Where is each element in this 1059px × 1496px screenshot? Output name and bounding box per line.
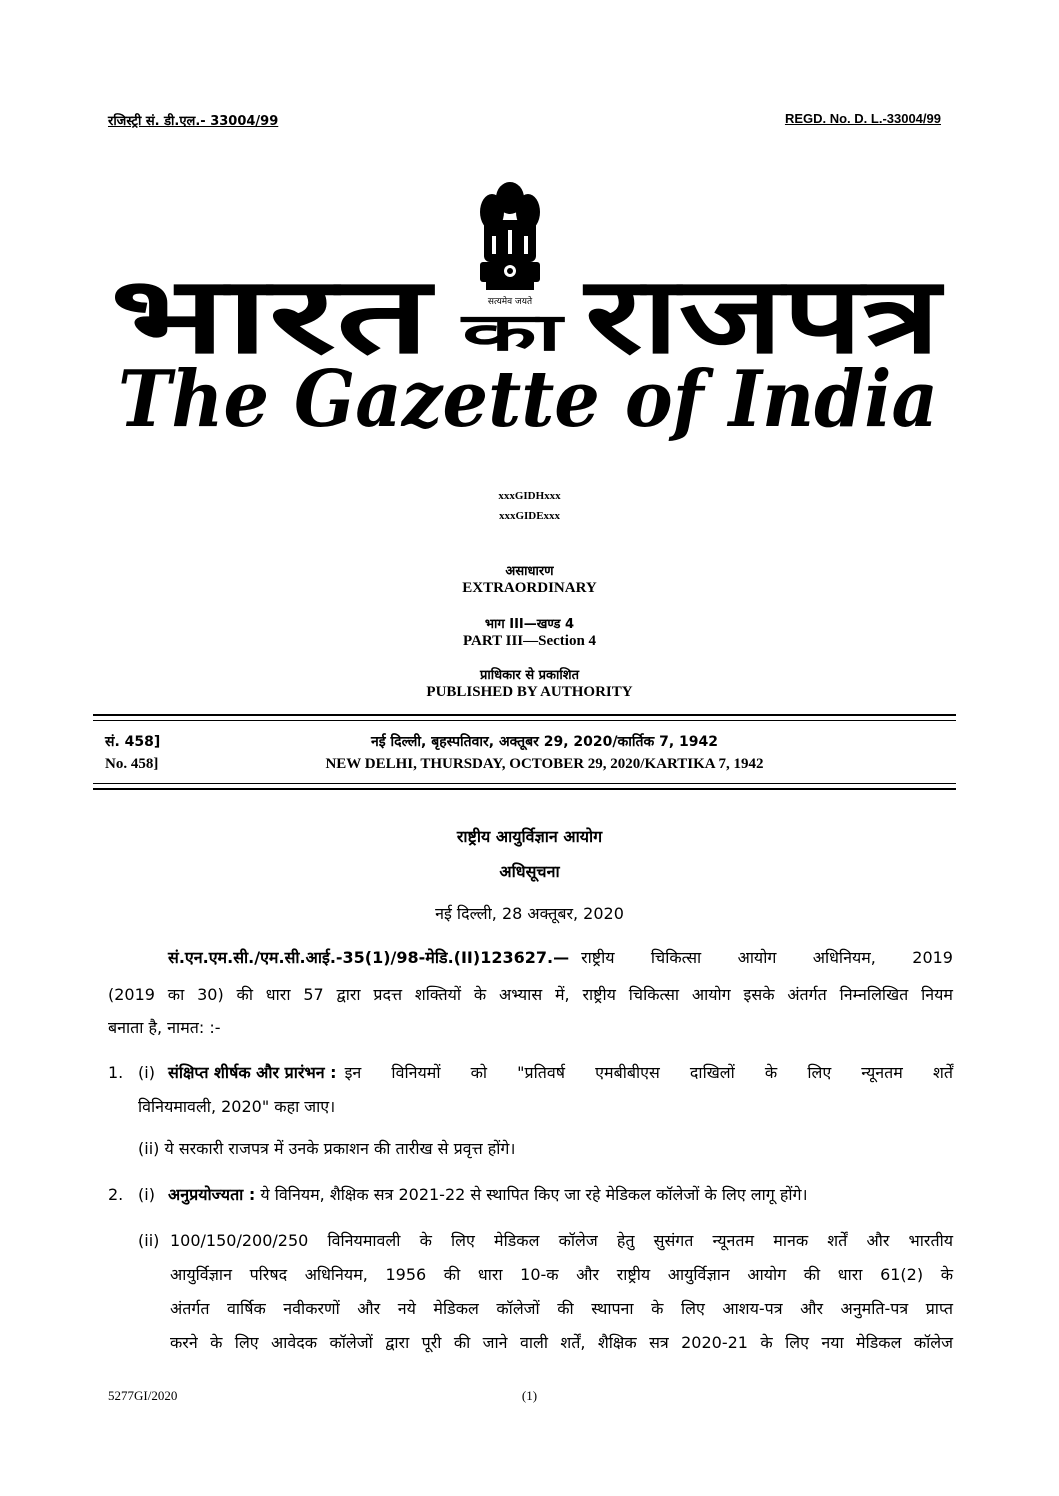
code-hindi: xxxGIDHxxx bbox=[498, 490, 561, 502]
part-hindi: भाग III—खण्ड 4 bbox=[484, 617, 575, 632]
masthead-hindi-left: भारत bbox=[110, 262, 436, 372]
item-1-line-2: विनियमावली, 2020" कहा जाए। bbox=[138, 1097, 336, 1116]
masthead-english bbox=[100, 360, 960, 445]
organisation-name: राष्ट्रीय आयुर्विज्ञान आयोग bbox=[456, 827, 603, 846]
item-1-number: 1. bbox=[108, 1063, 124, 1082]
notification-reference: सं.एन.एम.सी./एम.सी.आई.-35(1)/98-मेडि.(II)123627.— bbox=[168, 948, 570, 967]
notification-place-date: नई दिल्ली, 28 अक्तूबर, 2020 bbox=[435, 904, 624, 923]
emblem-motto: सत्यमेव जयते bbox=[487, 297, 533, 307]
code-english: xxxGIDExxx bbox=[498, 510, 561, 522]
item-1-heading: संक्षिप्त शीर्षक और प्रारंभन : bbox=[168, 1063, 337, 1082]
item-2-line-1 bbox=[168, 1180, 808, 1210]
issue-number-english: No. 458] bbox=[105, 756, 159, 772]
masthead-english-title: The Gazette of India bbox=[118, 360, 938, 445]
intro-line-2: (2019 का 30) की धारा 57 द्वारा प्रदत्त शक्तियों के अभ्यास में, राष्ट्रीय चिकित्सा आयोग इसके अंतर्गत निम्नलिखित नियम bbox=[108, 985, 953, 1004]
divider-bottom-thick bbox=[93, 788, 956, 790]
page-number: (1) bbox=[521, 1388, 538, 1403]
item-2-ii-line-4: करने के लिए आवेदक कॉलेजों द्वारा पूरी की जाने वाली शर्तें, शैक्षिक सत्र 2020-21 के लिए नया मेडिकल कॉलेज bbox=[170, 1333, 953, 1352]
masthead-hindi bbox=[100, 262, 960, 372]
item-1-sub-i: (i) bbox=[138, 1063, 155, 1082]
item-2-text-1: ये विनियम, शैक्षिक सत्र 2021-22 से स्थापित किए जा रहे मेडिकल कॉलेजों के लिए लागू होंगे। bbox=[260, 1185, 808, 1204]
divider-top-thick bbox=[93, 714, 956, 716]
masthead-hindi-right: राजपत्र bbox=[582, 262, 945, 372]
item-2-sub-ii: (ii) bbox=[138, 1231, 160, 1250]
regd-number-english: REGD. No. D. L.-33004/99 bbox=[784, 111, 941, 126]
item-2-number: 2. bbox=[108, 1185, 124, 1204]
intro-line-1: राष्ट्रीय चिकित्सा आयोग अधिनियम, 2019 bbox=[581, 948, 953, 967]
part-english: PART III—Section 4 bbox=[462, 633, 597, 649]
item-1-line-1 bbox=[168, 1058, 953, 1088]
divider-top-thin bbox=[93, 720, 956, 721]
extraordinary-hindi: असाधारण bbox=[505, 564, 554, 579]
item-2-ii-line-1: 100/150/200/250 विनियमावली के लिए मेडिकल कॉलेज हेतु सुसंगत न्यूनतम मानक शर्तें और भारतीय bbox=[170, 1231, 953, 1250]
issue-number-hindi: सं. 458] bbox=[105, 734, 161, 750]
item-2-ii-line-3: अंतर्गत वार्षिक नवीकरणों और नये मेडिकल कॉलेजों की स्थापना के लिए आशय-पत्र और अनुमति-पत्र प्राप्त bbox=[170, 1299, 953, 1318]
item-2-sub-i: (i) bbox=[138, 1185, 155, 1204]
intro-line-3: बनाता है, नामत: :- bbox=[108, 1018, 221, 1037]
item-2-heading: अनुप्रयोज्यता : bbox=[168, 1185, 256, 1204]
item-2-ii-line-2: आयुर्विज्ञान परिषद अधिनियम, 1956 की धारा 10-क और राष्ट्रीय आयुर्विज्ञान आयोग की धारा 61(2) के bbox=[170, 1265, 953, 1284]
item-1-text-1: इन विनियमों को "प्रतिवर्ष एमबीबीएस दाखिलों के लिए न्यूनतम शर्तें bbox=[344, 1063, 953, 1082]
issue-date-english: NEW DELHI, THURSDAY, OCTOBER 29, 2020/KARTIKA 7, 1942 bbox=[325, 756, 764, 772]
extraordinary-english: EXTRAORDINARY bbox=[462, 580, 597, 596]
footer-code: 5277GI/2020 bbox=[108, 1388, 178, 1403]
authority-english: PUBLISHED BY AUTHORITY bbox=[426, 684, 633, 700]
notification-title: अधिसूचना bbox=[499, 862, 560, 881]
authority-hindi: प्राधिकार से प्रकाशित bbox=[480, 668, 579, 683]
regd-number-hindi: रजिस्ट्री सं. डी.एल.- 33004/99 bbox=[108, 114, 279, 129]
divider-bottom-thin bbox=[93, 783, 956, 784]
masthead-hindi-mid: का bbox=[460, 303, 567, 363]
issue-date-hindi: नई दिल्ली, बृहस्पतिवार, अक्तूबर 29, 2020/कार्तिक 7, 1942 bbox=[371, 734, 718, 750]
item-1-sub-ii: (ii) ये सरकारी राजपत्र में उनके प्रकाशन की तारीख से प्रवृत्त होंगे। bbox=[138, 1139, 516, 1158]
intro-first-line bbox=[168, 943, 953, 973]
